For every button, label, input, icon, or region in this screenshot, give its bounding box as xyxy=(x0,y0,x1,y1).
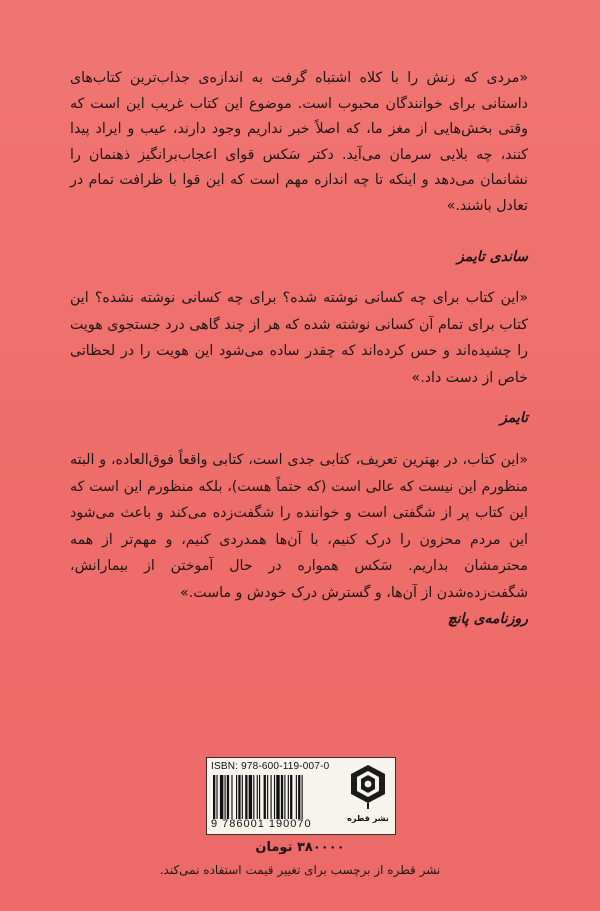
quote-sunday-times: «مردی که زنش را با کلاه اشتباه گرفت به اندازه‌ی جذاب‌ترین کتاب‌های داستانی برای خوانندگان محبوب است. موضوع این کتاب غریب این است که وقتی بخش‌هایی از مغز ما، که اصلاً خبر نداریم وجود دارند، عیب و ایراد پیدا کنند، چه بلایی سرمان می‌آید. دکتر سَکس قوای اعجاب‌برانگیز ذهنمان را نشانمان می‌دهد و اینکه تا چه اندازه مهم است که این قوا با ظرافت تمام در تعادل باشند.» xyxy=(70,70,528,214)
quote-times: «این کتاب برای چه کسانی نوشته شده؟ برای چه کسانی نوشته نشده؟ این کتاب برای تمام آن کسانی نوشته شده که هر از چند گاهی درد جستجوی هویت را چشیده‌اند و حس کرده‌اند که چقدر ساده می‌شود این هویت را در لحظاتی خاص از دست داد.» xyxy=(70,290,528,386)
quote-source-punch: روزنامه‌ی پانچ xyxy=(447,611,528,627)
barcode-number: 9 786001 190070 xyxy=(211,818,312,830)
price-notice: نشر قطره از برچسب برای تغییر قیمت استفاده نمی‌کند. xyxy=(159,863,441,877)
publisher-logo-text: نشر قطره xyxy=(347,814,389,823)
barcode-box xyxy=(206,757,396,835)
barcode-icon xyxy=(213,775,341,819)
isbn-label: ISBN: 978-600-119-007-0 xyxy=(211,761,330,772)
publisher-logo xyxy=(345,762,391,828)
quote-punch: «این کتاب، در بهترین تعریف، کتابی جدی است، کتابی واقعاً فوق‌العاده، و البته منظورم این نیست که عالی است (که حتماً هست)، بلکه منظورم این است که این کتاب پر از شگفتی است و خواننده را شگفت‌زده می‌کند و باعث می‌شود این مردم محزون را درک کنیم، با آن‌ها همدردی کنیم، و مهم‌تر از همه محترمشان بداریم. سَکس همواره در حال آموختن از بیمارانش، شگفت‌زده‌شدن از آن‌ها، و گسترش درک خودش و ماست.» xyxy=(70,452,528,601)
quote-source-times: تایمز xyxy=(500,410,528,426)
price-label: ۳۸۰۰۰۰ تومان xyxy=(255,840,345,855)
quote-source-sunday-times: ساندی تایمز xyxy=(457,249,528,265)
ghatreh-logo-icon xyxy=(345,762,391,814)
